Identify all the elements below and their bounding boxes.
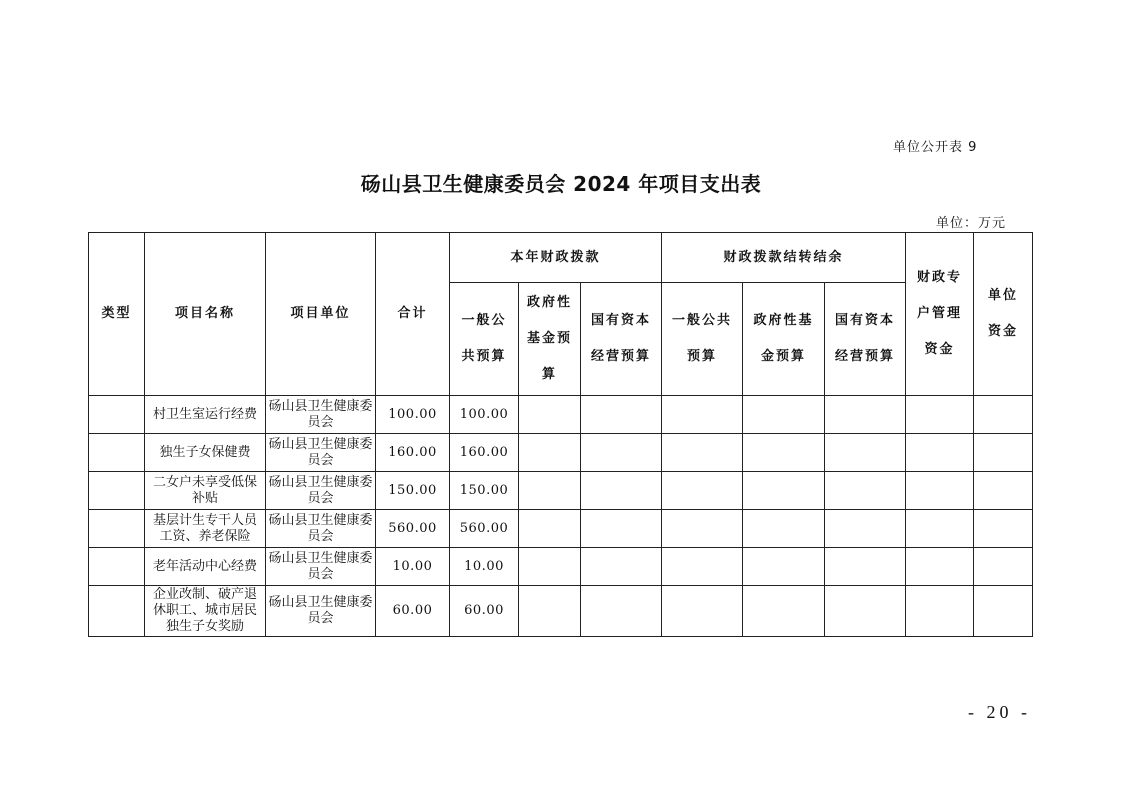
cell-type — [89, 434, 145, 472]
cell-government-fund-budget — [519, 510, 581, 548]
table-row — [89, 510, 1033, 548]
header-special-account-funds: 财政专户管理资金 — [906, 233, 974, 396]
cell-unit-funds — [974, 472, 1033, 510]
cell-project-name: 独生子女保健费 — [145, 434, 266, 472]
cell-total: 160.00 — [376, 434, 450, 472]
cell-state-capital-budget — [581, 548, 662, 586]
header-state-capital-budget: 国有资本经营预算 — [581, 283, 662, 396]
cell-government-fund-budget — [519, 434, 581, 472]
cell-state-capital-budget — [581, 434, 662, 472]
cell-carryover-general — [662, 396, 743, 434]
header-project-name: 项目名称 — [145, 233, 266, 396]
cell-carryover-government-fund — [743, 434, 825, 472]
cell-project-unit: 砀山县卫生健康委员会 — [266, 472, 376, 510]
cell-total: 10.00 — [376, 548, 450, 586]
header-general-public-budget: 一般公共预算 — [450, 283, 519, 396]
cell-project-unit: 砀山县卫生健康委员会 — [266, 548, 376, 586]
cell-state-capital-budget — [581, 472, 662, 510]
cell-project-name: 老年活动中心经费 — [145, 548, 266, 586]
cell-general-public-budget: 150.00 — [450, 472, 519, 510]
table-row — [89, 434, 1033, 472]
cell-total: 60.00 — [376, 586, 450, 637]
cell-type — [89, 472, 145, 510]
cell-special-account-funds — [906, 434, 974, 472]
cell-total: 100.00 — [376, 396, 450, 434]
cell-unit-funds — [974, 548, 1033, 586]
project-expenditure-table — [88, 232, 1033, 637]
cell-project-unit: 砀山县卫生健康委员会 — [266, 510, 376, 548]
cell-general-public-budget: 60.00 — [450, 586, 519, 637]
cell-special-account-funds — [906, 510, 974, 548]
cell-carryover-state-capital — [825, 434, 906, 472]
cell-state-capital-budget — [581, 396, 662, 434]
cell-project-name: 企业改制、破产退休职工、城市居民独生子女奖励 — [145, 586, 266, 637]
cell-carryover-state-capital — [825, 396, 906, 434]
cell-project-unit: 砀山县卫生健康委员会 — [266, 434, 376, 472]
cell-carryover-general — [662, 510, 743, 548]
cell-special-account-funds — [906, 472, 974, 510]
header-total: 合计 — [376, 233, 450, 396]
cell-state-capital-budget — [581, 510, 662, 548]
table-row — [89, 472, 1033, 510]
header-project-unit: 项目单位 — [266, 233, 376, 396]
cell-type — [89, 396, 145, 434]
table-row — [89, 548, 1033, 586]
cell-state-capital-budget — [581, 586, 662, 637]
cell-general-public-budget: 100.00 — [450, 396, 519, 434]
cell-general-public-budget: 560.00 — [450, 510, 519, 548]
header-carryover-balance: 财政拨款结转结余 — [662, 233, 906, 283]
cell-unit-funds — [974, 396, 1033, 434]
cell-carryover-state-capital — [825, 472, 906, 510]
cell-government-fund-budget — [519, 472, 581, 510]
cell-total: 150.00 — [376, 472, 450, 510]
cell-special-account-funds — [906, 396, 974, 434]
cell-total: 560.00 — [376, 510, 450, 548]
cell-carryover-general — [662, 586, 743, 637]
header-government-fund-budget: 政府性基金预算 — [519, 283, 581, 396]
cell-carryover-general — [662, 472, 743, 510]
cell-project-name: 村卫生室运行经费 — [145, 396, 266, 434]
cell-carryover-government-fund — [743, 586, 825, 637]
document-title: 砀山县卫生健康委员会 2024 年项目支出表 — [360, 172, 762, 196]
cell-project-unit: 砀山县卫生健康委员会 — [266, 396, 376, 434]
cell-project-name: 二女户未享受低保补贴 — [145, 472, 266, 510]
cell-general-public-budget: 10.00 — [450, 548, 519, 586]
cell-carryover-government-fund — [743, 396, 825, 434]
table-row — [89, 396, 1033, 434]
cell-type — [89, 586, 145, 637]
cell-general-public-budget: 160.00 — [450, 434, 519, 472]
cell-unit-funds — [974, 434, 1033, 472]
cell-carryover-state-capital — [825, 510, 906, 548]
header-unit-funds: 单位资金 — [974, 233, 1033, 396]
cell-government-fund-budget — [519, 586, 581, 637]
cell-carryover-government-fund — [743, 548, 825, 586]
cell-project-name: 基层计生专干人员工资、养老保险 — [145, 510, 266, 548]
cell-carryover-general — [662, 434, 743, 472]
header-carryover-state-capital-budget: 国有资本经营预算 — [825, 283, 906, 396]
cell-project-unit: 砀山县卫生健康委员会 — [266, 586, 376, 637]
page-number: - 20 - — [968, 702, 1031, 722]
header-carryover-general-public-budget: 一般公共预算 — [662, 283, 743, 396]
cell-government-fund-budget — [519, 396, 581, 434]
cell-carryover-state-capital — [825, 548, 906, 586]
header-type: 类型 — [89, 233, 145, 396]
header-current-year-appropriation: 本年财政拨款 — [450, 233, 662, 283]
cell-type — [89, 548, 145, 586]
table-row — [89, 586, 1033, 637]
cell-unit-funds — [974, 510, 1033, 548]
cell-carryover-general — [662, 548, 743, 586]
cell-special-account-funds — [906, 548, 974, 586]
table-number-label: 单位公开表 9 — [893, 140, 978, 155]
cell-government-fund-budget — [519, 548, 581, 586]
cell-unit-funds — [974, 586, 1033, 637]
cell-carryover-government-fund — [743, 510, 825, 548]
cell-carryover-state-capital — [825, 586, 906, 637]
unit-note: 单位：万元 — [936, 216, 1007, 231]
cell-type — [89, 510, 145, 548]
header-carryover-government-fund-budget: 政府性基金预算 — [743, 283, 825, 396]
cell-special-account-funds — [906, 586, 974, 637]
cell-carryover-government-fund — [743, 472, 825, 510]
